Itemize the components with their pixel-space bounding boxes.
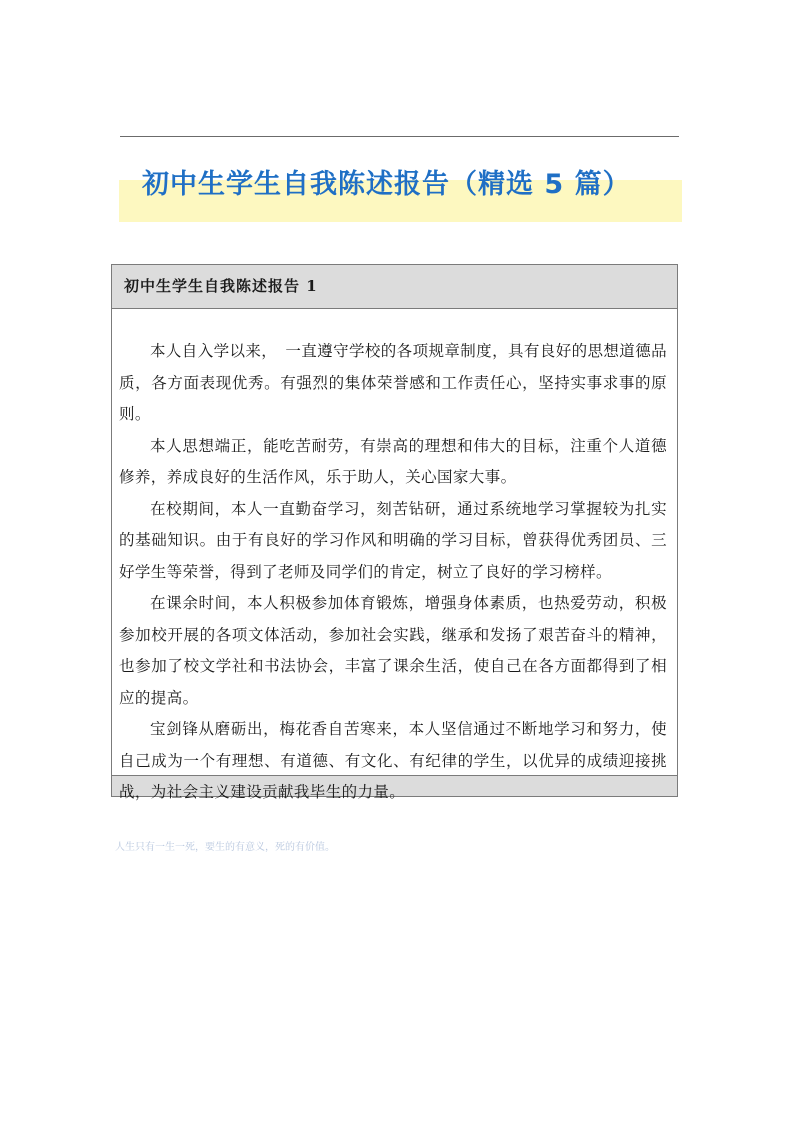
- section-body: [119, 336, 667, 809]
- watermark-text: 人生只有一生一死，要生的有意义，死的有价值。: [115, 842, 335, 853]
- paragraph-2: 本人思想端正，能吃苦耐劳，有崇高的理想和伟大的目标，注重个人道德修养，养成良好的生活作风，乐于助人，关心国家大事。: [119, 436, 667, 486]
- paragraph-3: 在校期间，本人一直勤奋学习，刻苦钻研，通过系统地学习掌握较为扎实的基础知识。由于有良好的学习作风和明确的学习目标，曾获得优秀团员、三好学生等荣誉，得到了老师及同学们的肯定，树立了良好的学习榜样。: [119, 499, 667, 581]
- top-divider: [120, 136, 679, 137]
- paragraph-5: 宝剑锋从磨砺出，梅花香自苦寒来，本人坚信通过不断地学习和努力，使自己成为一个有理想、有道德、有文化、有纪律的学生，以优异的成绩迎接挑战，为社会主义建设贡献我毕生的力量。: [119, 720, 667, 801]
- section-heading: 初中生学生自我陈述报告 1: [124, 277, 318, 295]
- document-title: 初中生学生自我陈述报告（精选 5 篇）: [142, 169, 631, 200]
- paragraph-1: 本人自入学以来， 一直遵守学校的各项规章制度，具有良好的思想道德品质，各方面表现优秀。有强烈的集体荣誉感和工作责任心，坚持实事求事的原则。: [119, 342, 667, 423]
- paragraph-4: 在课余时间，本人积极参加体育锻炼，增强身体素质，也热爱劳动，积极参加校开展的各项文体活动，参加社会实践，继承和发扬了艰苦奋斗的精神，也参加了校文学社和书法协会，丰富了课余生活，使自己在各方面都得到了相应的提高。: [119, 594, 667, 707]
- section-header-bar: [112, 265, 677, 309]
